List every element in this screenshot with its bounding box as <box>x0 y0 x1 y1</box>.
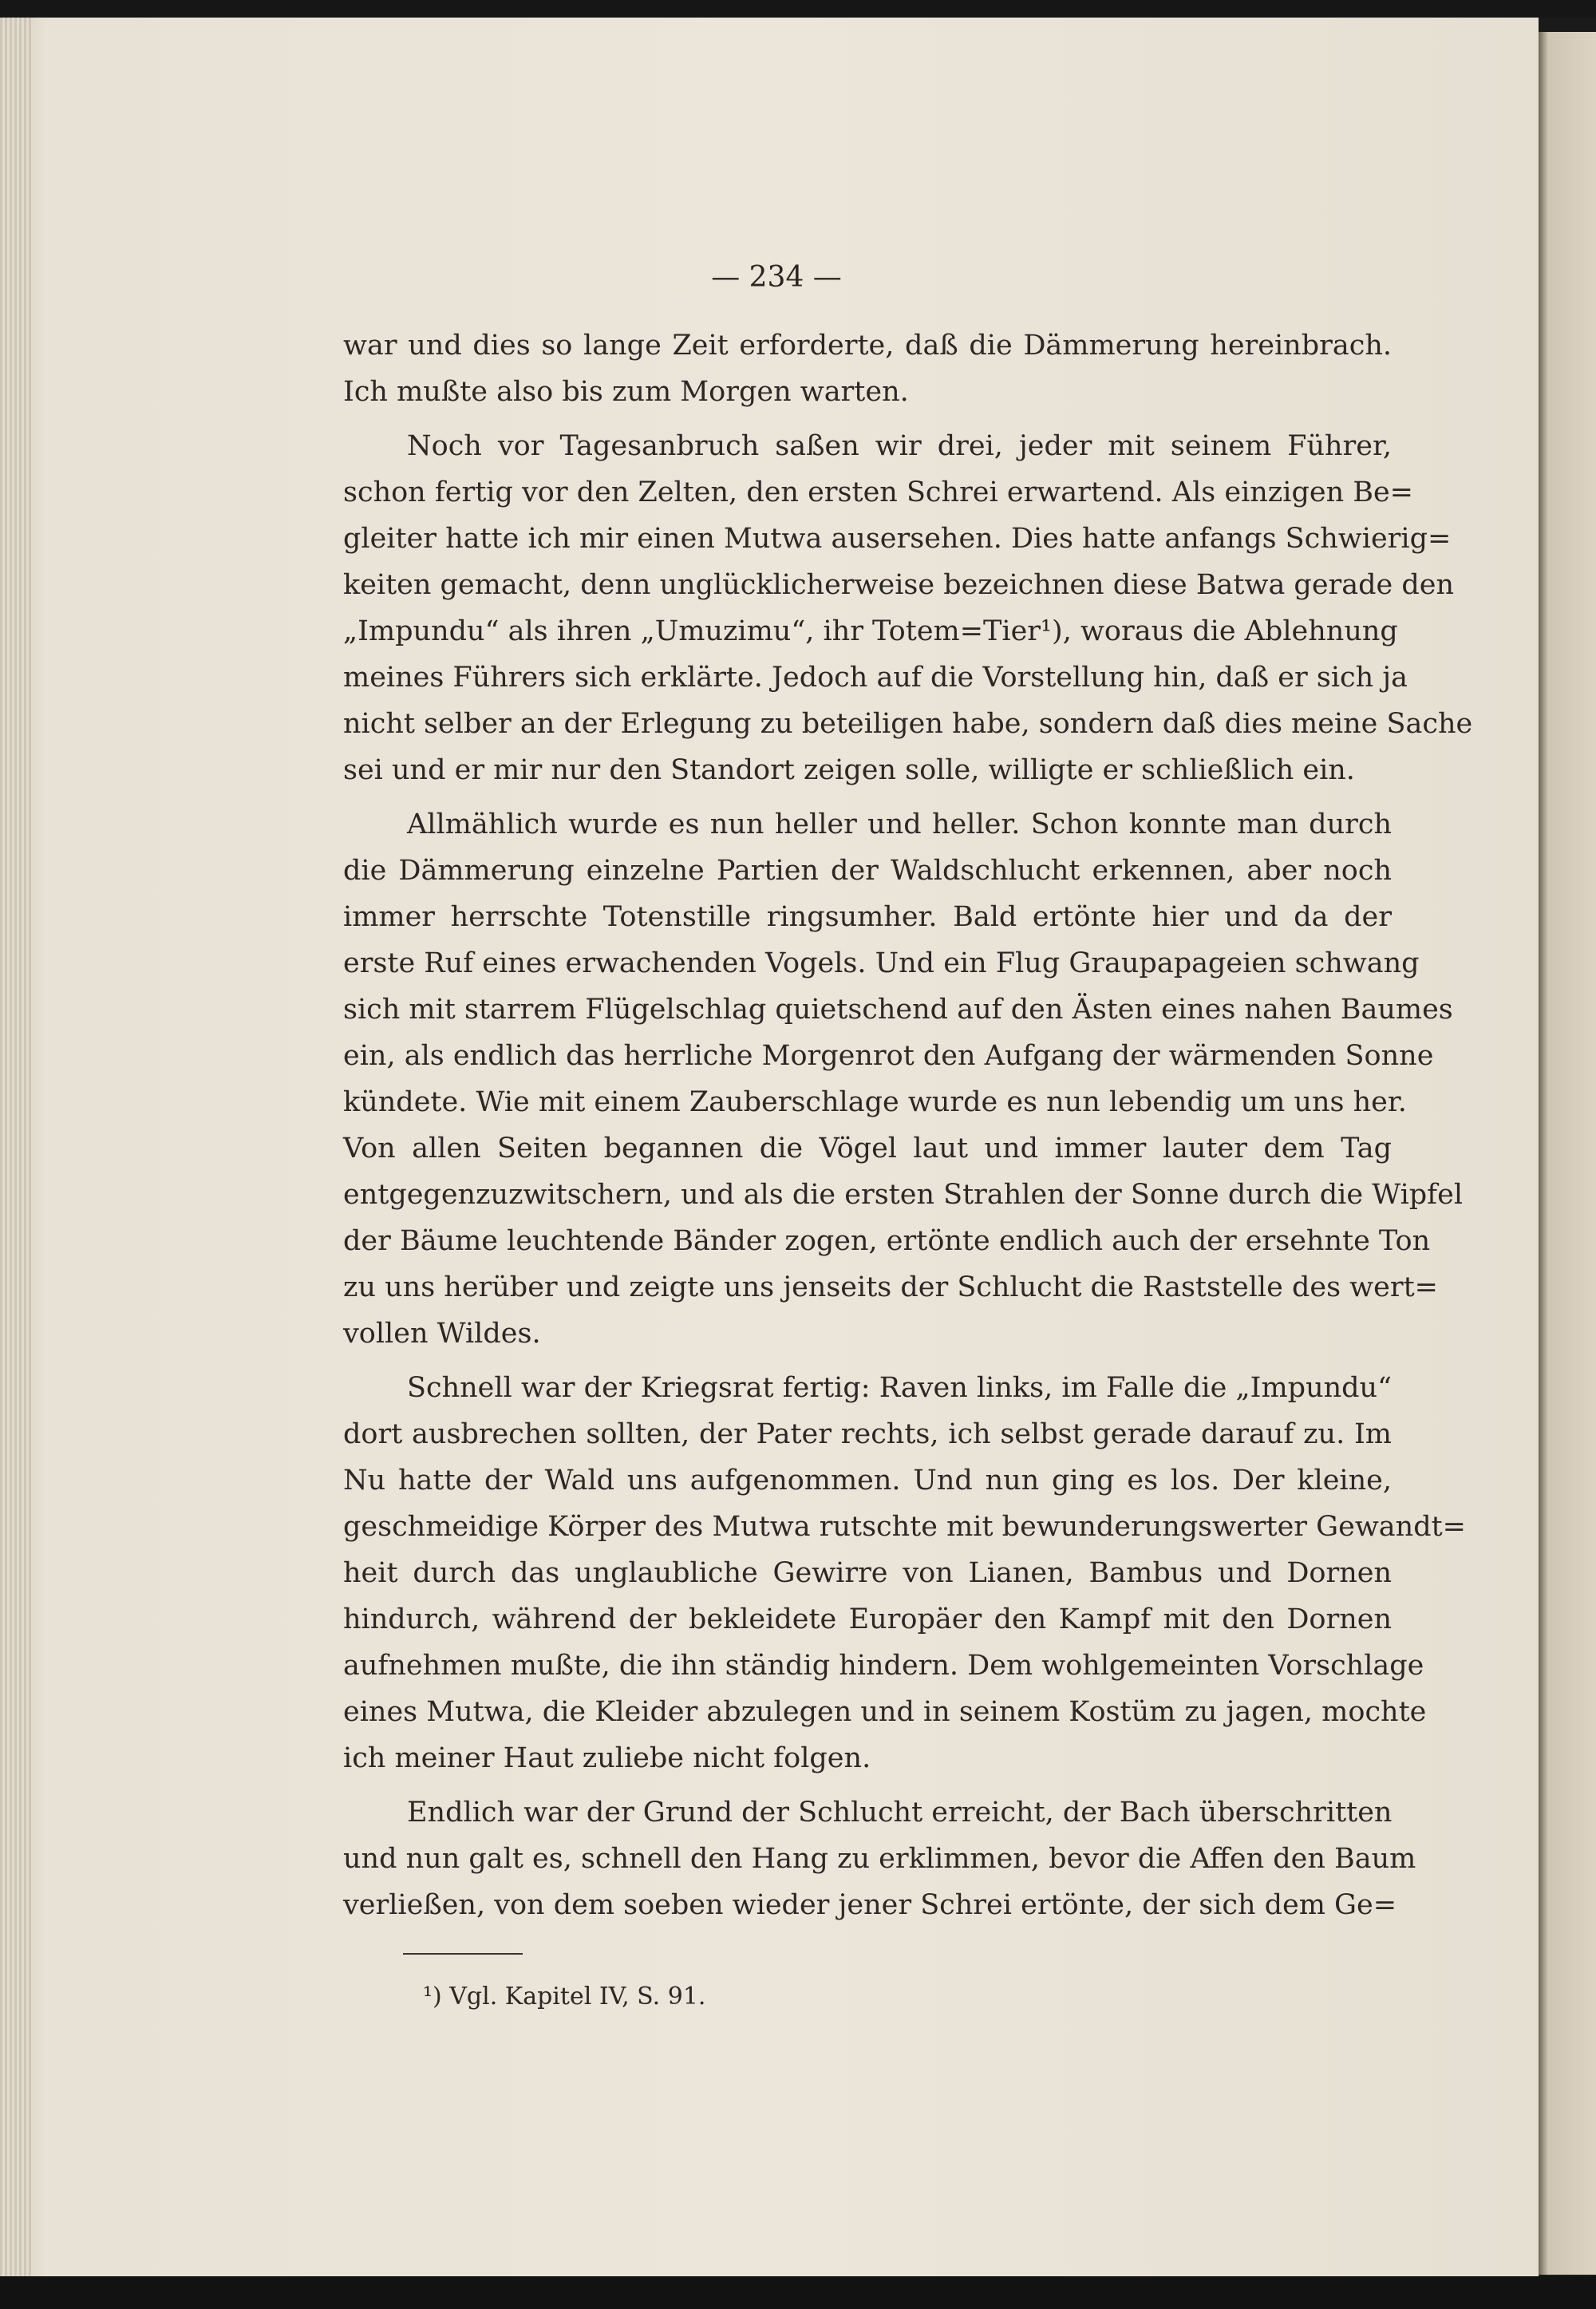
text-line: der Bäume leuchtende Bänder zogen, ertönte endlich auch der ersehnte Ton <box>343 1225 1431 1257</box>
text-line: heit durch das unglaubliche Gewirre von Lianen, Bambus und Dornen <box>343 1557 1392 1589</box>
text-line: verließen, von dem soeben wieder jener Schrei ertönte, der sich dem Ge= <box>343 1889 1397 1921</box>
text-line: Von allen Seiten begannen die Vögel laut und immer lauter dem Tag <box>343 1133 1392 1164</box>
text-line: kündete. Wie mit einem Zauberschlage wurde es nun lebendig um uns her. <box>343 1086 1407 1118</box>
text-line: schon fertig vor den Zelten, den ersten Schrei erwartend. Als einzigen Be= <box>343 476 1413 508</box>
facing-page-edge <box>1539 32 1596 2275</box>
text-line: die Dämmerung einzelne Partien der Waldschlucht erkennen, aber noch <box>343 855 1392 887</box>
text-line: „Impundu“ als ihren „Umuzimu“, ihr Totem=Tier¹), woraus die Ablehnung <box>343 615 1398 647</box>
text-line: Endlich war der Grund der Schlucht erreicht, der Bach überschritten <box>407 1797 1393 1829</box>
text-line: erste Ruf eines erwachenden Vogels. Und ein Flug Graupapageien schwang <box>343 947 1420 979</box>
text-line: geschmeidige Körper des Mutwa rutschte mit bewunderungswerter Gewandt= <box>343 1511 1466 1543</box>
text-line: vollen Wildes. <box>343 1318 541 1350</box>
text-line: sich mit starrem Flügelschlag quietschend auf den Ästen eines nahen Baumes <box>343 994 1453 1026</box>
text-line: zu uns herüber und zeigte uns jenseits der Schlucht die Raststelle des wert= <box>343 1271 1438 1303</box>
text-line: sei und er mir nur den Standort zeigen solle, willigte er schließlich ein. <box>343 754 1355 786</box>
text-line: eines Mutwa, die Kleider abzulegen und in seinem Kostüm zu jagen, mochte <box>343 1696 1427 1728</box>
text-line: war und dies so lange Zeit erforderte, daß die Dämmerung hereinbrach. <box>343 330 1392 362</box>
text-line: Nu hatte der Wald uns aufgenommen. Und nun ging es los. Der kleine, <box>343 1465 1392 1497</box>
text-line: und nun galt es, schnell den Hang zu erklimmen, bevor die Affen den Baum <box>343 1843 1416 1875</box>
text-line: nicht selber an der Erlegung zu beteiligen habe, sondern daß dies meine Sache <box>343 708 1473 740</box>
footnote: ¹) Vgl. Kapitel IV, S. 91. <box>423 1983 706 2010</box>
text-line: aufnehmen mußte, die ihn ständig hindern. Dem wohlgemeinten Vorschlage <box>343 1650 1424 1682</box>
scan-bottom-border <box>0 2276 1596 2309</box>
text-line: Noch vor Tagesanbruch saßen wir drei, jeder mit seinem Führer, <box>407 430 1392 462</box>
page-stack-edge <box>0 18 32 2276</box>
text-line: ein, als endlich das herrliche Morgenrot den Aufgang der wärmenden Sonne <box>343 1040 1434 1072</box>
paragraph <box>343 423 1473 793</box>
paragraph <box>343 801 1464 1357</box>
paragraph <box>343 322 1392 415</box>
paragraph <box>343 1365 1466 1781</box>
text-line: gleiter hatte ich mir einen Mutwa ausersehen. Dies hatte anfangs Schwierig= <box>343 523 1452 555</box>
paragraph <box>343 1789 1416 1928</box>
footnote-rule <box>403 1953 523 1955</box>
text-line: Schnell war der Kriegsrat fertig: Raven links, im Falle die „Impundu“ <box>407 1372 1392 1404</box>
text-line: Ich mußte also bis zum Morgen warten. <box>343 376 909 408</box>
body-text <box>343 322 1473 1928</box>
text-line: dort ausbrechen sollten, der Pater rechts, ich selbst gerade darauf zu. Im <box>343 1418 1392 1450</box>
text-line: entgegenzuzwitschern, und als die ersten Strahlen der Sonne durch die Wipfel <box>343 1179 1464 1211</box>
text-line: immer herrschte Totenstille ringsumher. Bald ertönte hier und da der <box>343 901 1392 933</box>
text-line: hindurch, während der bekleidete Europäer den Kampf mit den Dornen <box>343 1603 1392 1635</box>
text-line: Allmählich wurde es nun heller und heller. Schon konnte man durch <box>407 809 1392 840</box>
page-number: — 234 — <box>711 261 842 294</box>
text-line: keiten gemacht, denn unglücklicherweise bezeichnen diese Batwa gerade den <box>343 569 1455 601</box>
scan-top-border <box>0 0 1596 18</box>
text-line: ich meiner Haut zuliebe nicht folgen. <box>343 1742 871 1774</box>
text-line: meines Führers sich erklärte. Jedoch auf die Vorstellung hin, daß er sich ja <box>343 662 1408 694</box>
